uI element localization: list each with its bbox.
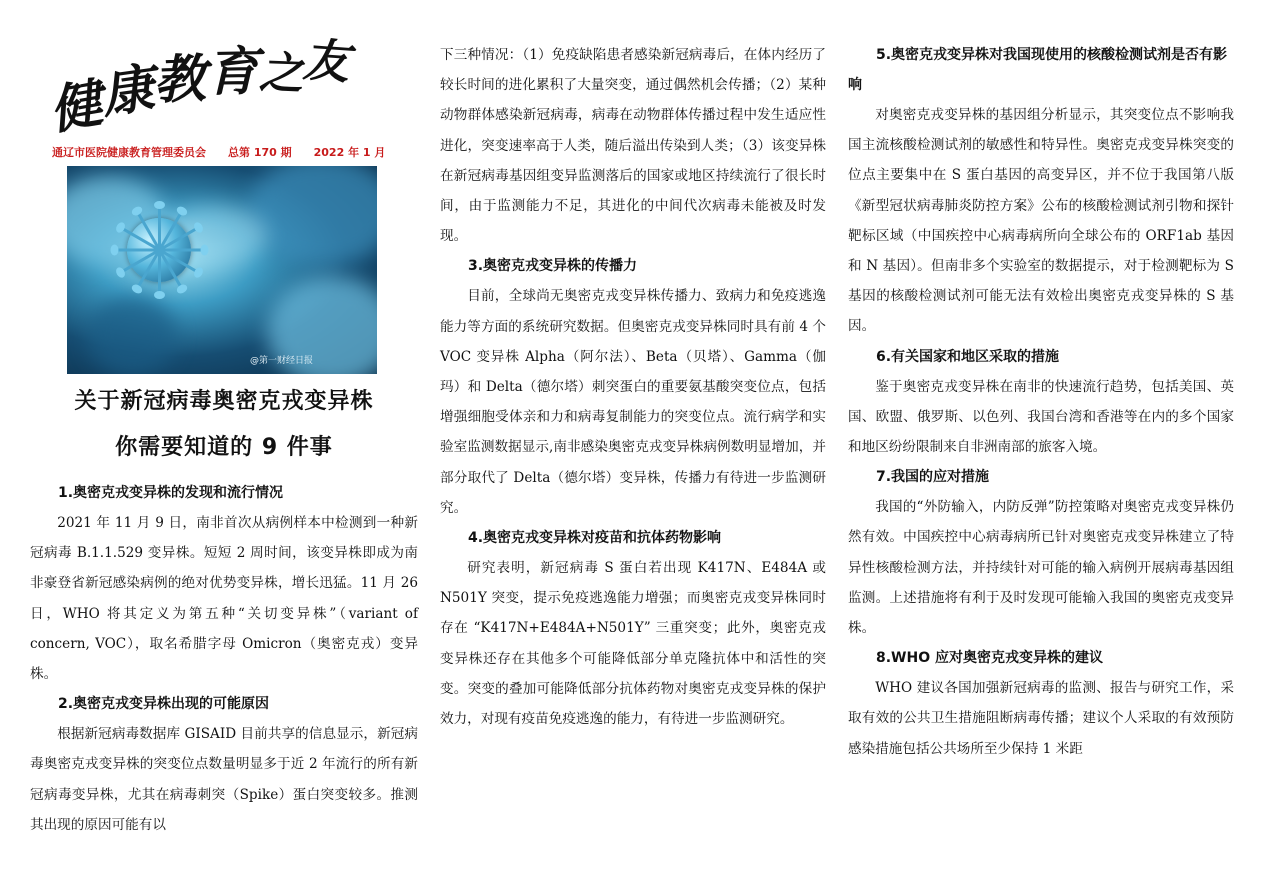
column-3 (848, 40, 1234, 764)
section-2-continued: 下三种情况：（1）免疫缺陷患者感染新冠病毒后，在体内经历了较长时间的进化累积了大量突变，通过偶然机会传播；（2）某种动物群体感染新冠病毒，病毒在动物群体传播过程中发生适应性进化，突变速率高于人类，随后溢出传染到人类；（3）该变异株在新冠病毒基因组变异监测落后的国家或地区持续流行了很长时间，由于监测能力不足，其进化的中间代次病毒未能被及时发现。 (440, 47, 826, 245)
section-7-body: 我国的“外防输入，内防反弹”防控策略对奥密克戎变异株仍然有效。中国疾控中心病毒病所已针对奥密克戎变异株建立了特异性核酸检测方法，并持续针对可能的输入病例开展病毒基因组监测。上述措施将有利于及时发现可能输入我国的奥密克戎变异株。 (848, 499, 1234, 637)
section-1-title: 1.奥密克戎变异株的发现和流行情况 (58, 485, 284, 501)
issue-line (52, 144, 412, 160)
section-8-body: WHO 建议各国加强新冠病毒的监测、报告与研究工作，采取有效的公共卫生措施阻断病毒传播；建议个人采取的有效预防感染措施包括公共场所至少保持 1 米距 (848, 680, 1234, 757)
section-3-title: 3.奥密克戎变异株的传播力 (468, 258, 638, 275)
section-5-title: 5.奥密克戎变异株对我国现使用的核酸检测试剂是否有影响 (848, 47, 1228, 93)
virus-photo (67, 166, 377, 374)
section-2-body: 根据新冠病毒数据库 GISAID 目前共享的信息显示，新冠病毒奥密克戎变异株的突变位点数量明显多于近 2 年流行的所有新冠病毒变异株，尤其在病毒刺突（Spike）蛋白突变较多。推测其出现的原因可能有以 (30, 726, 418, 833)
section-6-title: 6.有关国家和地区采取的措施 (876, 348, 1060, 365)
virus-particle (127, 218, 191, 282)
section-6-body: 鉴于奥密克戎变异株在南非的快速流行趋势，包括美国、英国、欧盟、俄罗斯、以色列、我国台湾和香港等在内的多个国家和地区纷纷限制来自非洲南部的旅客入境。 (848, 378, 1234, 456)
section-1-body: 2021 年 11 月 9 日，南非首次从病例样本中检测到一种新冠病毒 B.1.1.529 变异株。短短 2 周时间，该变异株即成为南非豪登省新冠感染病例的绝对优势变异株，增长迅猛。11 月 26 日，WHO 将其定义为第五种“关切变异株”（variant of concern, VOC），取名希腊字母 Omicron（奥密克戎）变异株。 (30, 515, 418, 683)
section-3-body: 目前，全球尚无奥密克戎变异株传播力、致病力和免疫逃逸能力等方面的系统研究数据。但奥密克戎变异株同时具有前 4 个 VOC 变异株 Alpha（阿尔法）、Beta（贝塔）、Gamma（伽玛）和 Delta（德尔塔）刺突蛋白的重要氨基酸突变位点，包括增强细胞受体亲和力和病毒复制能力的突变位点。流行病学和实验室监测数据显示,南非感染奥密克戎变异株病例数明显增加，并部分取代了 Delta（德尔塔）变异株，传播力有待进一步监测研究。 (440, 288, 826, 516)
masthead-char: 康 (97, 57, 159, 126)
masthead-char: 教 (152, 48, 208, 112)
issue-org: 通辽市医院健康教育管理委员会 (52, 146, 206, 159)
column-1 (30, 478, 418, 840)
masthead-char: 健 (45, 72, 108, 142)
masthead-char: 之 (258, 47, 306, 100)
section-5-body: 对奥密克戎变异株的基因组分析显示，其突变位点不影响我国主流核酸检测试剂的敏感性和特异性。奥密克戎变异株突变的位点主要集中在 S 蛋白基因的高变异区，并不位于我国第八版《新型冠状病毒肺炎防控方案》公布的核酸检测试剂引物和探针靶标区域（中国疾控中心病毒病所向全球公布的 ORF1ab 基因和 N 基因）。但南非多个实验室的数据提示，对于检测靶标为 S 基因的核酸检测试剂可能无法有效检出奥密克戎变异株的 S 基因。 (848, 107, 1234, 335)
masthead-char: 友 (301, 32, 353, 90)
issue-date: 2022 年 1 月 (313, 146, 386, 159)
headline-line1: 关于新冠病毒奥密克戎变异株 (74, 389, 374, 414)
photo-watermark: @第一财经日报 (249, 356, 313, 366)
section-2-title: 2.奥密克戎变异株出现的可能原因 (58, 696, 270, 713)
masthead-char: 育 (205, 41, 260, 104)
section-8-title: 8.WHO 应对奥密克戎变异株的建议 (876, 650, 1103, 667)
section-4-body: 研究表明，新冠病毒 S 蛋白若出现 K417N、E484A 或 N501Y 突变，提示免疫逃逸能力增强；而奥密克戎变异株同时存在 “K417N+E484A+N501Y” 三重突变；此外，奥密克戎变异株还存在其他多个可能降低部分单克隆抗体中和活性的突变。突变的叠加可能降低部分抗体药物对奥密克戎变异株的保护效力，对现有疫苗免疫逃逸的能力，有待进一步监测研究。 (440, 560, 826, 728)
column-2 (440, 40, 826, 734)
section-7-title: 7.我国的应对措施 (876, 469, 990, 486)
section-4-title: 4.奥密克戎变异株对疫苗和抗体药物影响 (468, 530, 722, 547)
masthead-title (45, 24, 410, 142)
headline-line2: 你需要知道的 9 件事 (115, 435, 333, 460)
issue-number: 总第 170 期 (228, 146, 292, 159)
